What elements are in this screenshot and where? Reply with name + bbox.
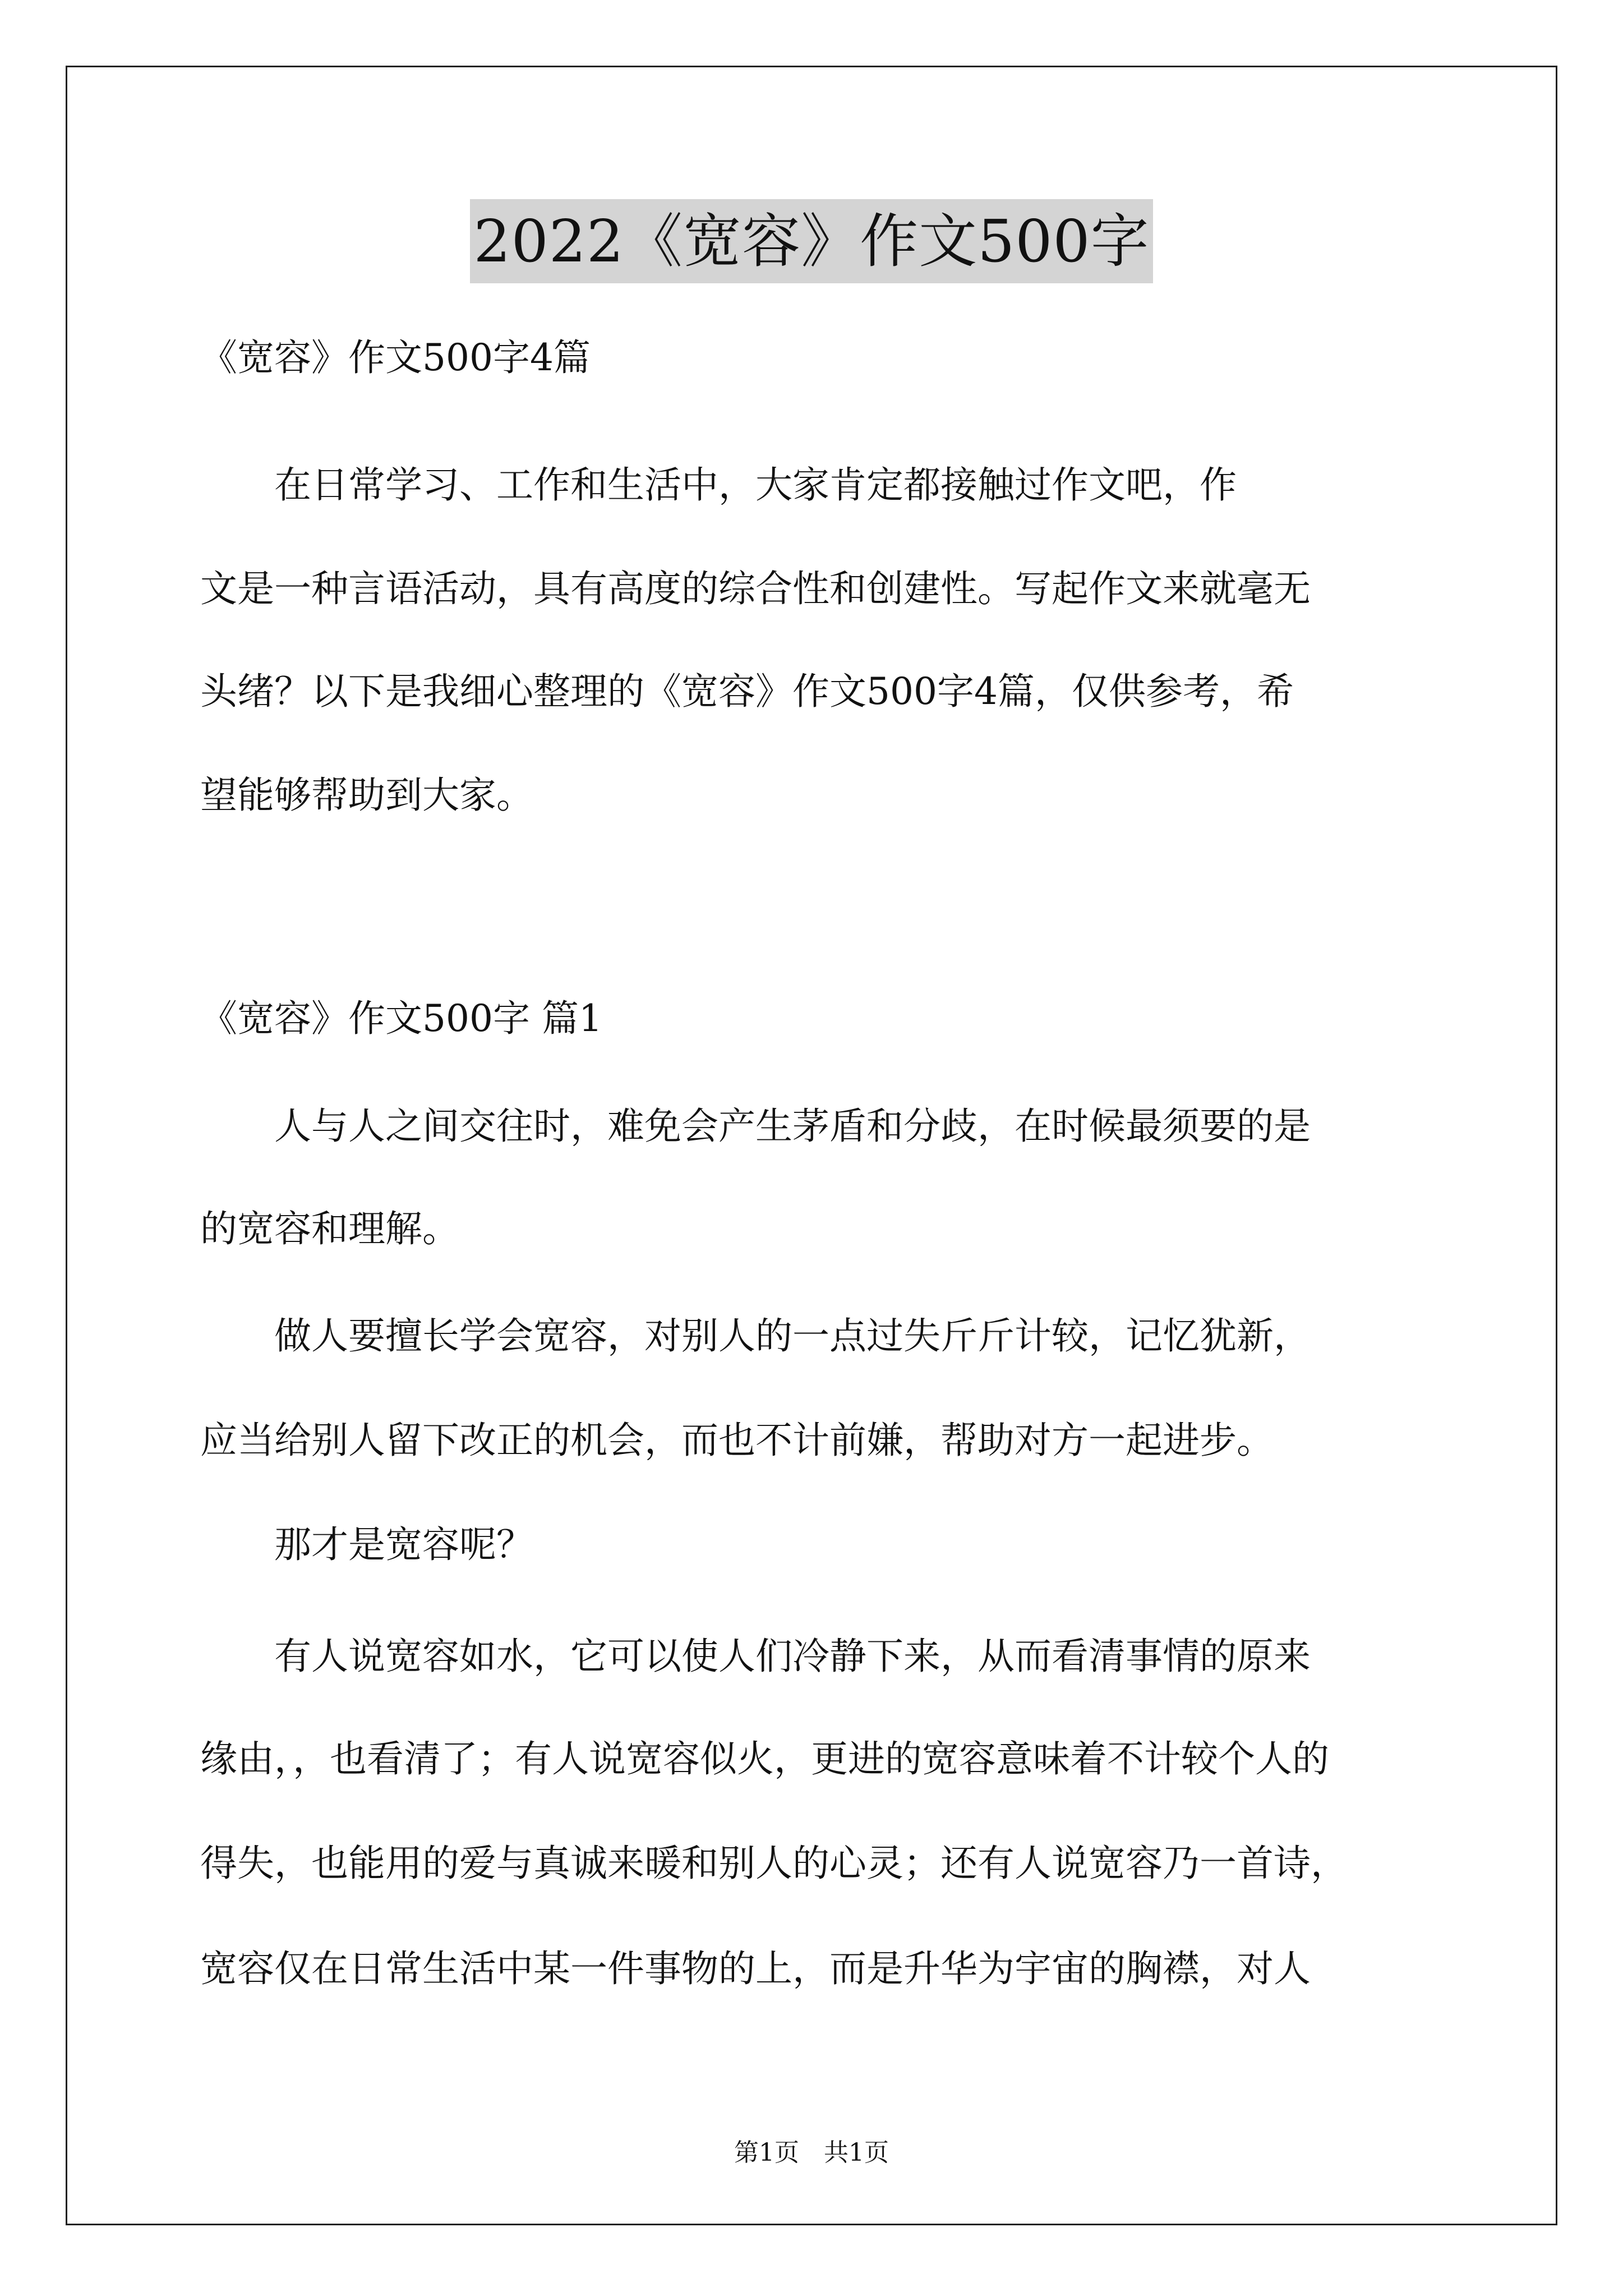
intro-line: 文是一种言语活动，具有高度的综合性和创建性。写起作文来就毫无 [200,567,1311,610]
body-line: 宽容仅在日常生活中某一件事物的上，而是升华为宇宙的胸襟，对人 [200,1947,1311,1990]
title-container [0,199,1623,283]
body-line: 的宽容和理解。 [200,1207,459,1250]
body-line: 有人说宽容如水，它可以使人们冷静下来，从而看清事情的原来 [200,1635,1311,1678]
intro-line: 望能够帮助到大家。 [200,774,533,817]
body-line: 人与人之间交往时，难免会产生茅盾和分歧，在时候最须要的是 [200,1105,1311,1148]
section-heading: 《宽容》作文500字 篇1 [200,997,602,1040]
intro-line: 头绪？以下是我细心整理的《宽容》作文500字4篇，仅供参考，希 [200,670,1294,713]
document-title: 2022《宽容》作文500字 [470,199,1152,283]
document-subtitle: 《宽容》作文500字4篇 [200,336,591,379]
page-footer: 第1页 共1页 [734,2138,889,2167]
body-line: 缘由，，也看清了；有人说宽容似火，更进的宽容意味着不计较个人的 [200,1737,1329,1780]
body-line: 应当给别人留下改正的机会，而也不计前嫌，帮助对方一起进步。 [200,1419,1274,1462]
body-line: 做人要擅长学会宽容，对别人的一点过失斤斤计较，记忆犹新， [200,1314,1311,1358]
body-line: 得失，也能用的爱与真诚来暖和别人的心灵；还有人说宽容乃一首诗， [200,1842,1348,1885]
body-line: 那才是宽容呢？ [200,1523,533,1566]
intro-line: 在日常学习、工作和生活中，大家肯定都接触过作文吧，作 [200,463,1237,507]
